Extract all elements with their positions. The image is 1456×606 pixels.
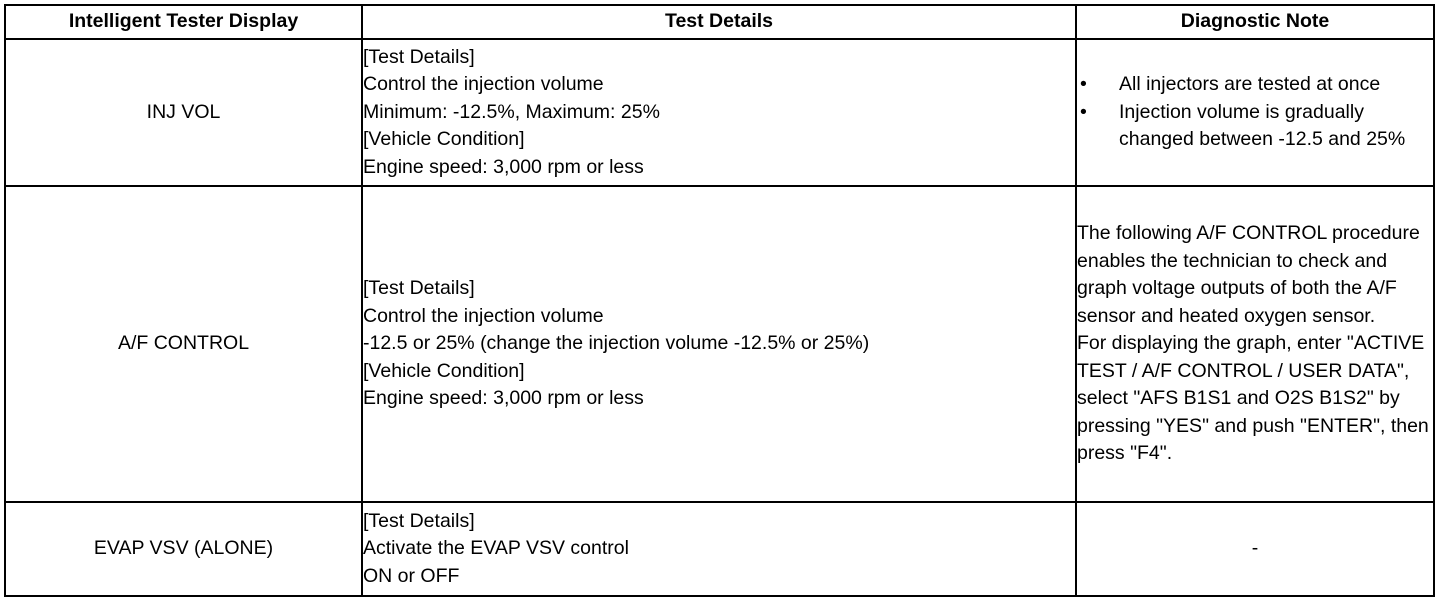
table-row: [5, 186, 1434, 502]
details-line: Minimum: -12.5%, Maximum: 25%: [363, 100, 660, 123]
note-bullet-item: [1077, 99, 1433, 154]
bullet-icon: •: [1080, 100, 1087, 123]
tester-display-cell: INJ VOL: [5, 39, 362, 186]
table-row: [5, 502, 1434, 596]
note-empty-dash: -: [1251, 537, 1259, 560]
details-line: Control the injection volume: [363, 73, 604, 96]
details-line: [Test Details]: [363, 277, 475, 300]
header-diagnostic-note: Diagnostic Note: [1076, 5, 1434, 39]
details-line: [Test Details]: [363, 509, 475, 532]
test-details-cell: [362, 39, 1076, 186]
details-line: Control the injection volume: [363, 304, 604, 327]
active-test-table: [4, 4, 1435, 597]
details-line: [Test Details]: [363, 45, 475, 68]
details-line: Activate the EVAP VSV control: [363, 537, 629, 560]
note-bullet-text: All injectors are tested at once: [1119, 73, 1381, 96]
header-test-details: Test Details: [362, 5, 1076, 39]
bullet-icon: •: [1080, 73, 1087, 96]
tester-display-cell: A/F CONTROL: [5, 186, 362, 502]
test-details-cell: [362, 186, 1076, 502]
details-line: -12.5 or 25% (change the injection volume -12.5% or 25%): [363, 332, 870, 355]
diagnostic-note-cell: [1076, 39, 1434, 186]
tester-display-cell: EVAP VSV (ALONE): [5, 502, 362, 596]
note-bullet-list: [1077, 71, 1433, 154]
note-bullet-item: [1077, 71, 1433, 99]
note-paragraph: For displaying the graph, enter "ACTIVE TEST / A/F CONTROL / USER DATA", select "AFS B1S1 and O2S B1S2" by pressing "YES" and push "ENTER", then press "F4".: [1077, 332, 1429, 465]
details-line: ON or OFF: [363, 564, 460, 587]
test-details-cell: [362, 502, 1076, 596]
diagnostic-note-cell: [1076, 186, 1434, 502]
note-bullet-text: Injection volume is gradually changed between -12.5 and 25%: [1119, 100, 1406, 151]
details-line: Engine speed: 3,000 rpm or less: [363, 155, 644, 178]
details-line: [Vehicle Condition]: [363, 128, 525, 151]
table-row: [5, 39, 1434, 186]
details-line: Engine speed: 3,000 rpm or less: [363, 387, 644, 410]
header-row: [5, 5, 1434, 39]
note-paragraph: The following A/F CONTROL procedure enables the technician to check and graph voltage outputs of both the A/F sensor and heated oxygen sensor.: [1077, 222, 1420, 327]
header-tester-display: Intelligent Tester Display: [5, 5, 362, 39]
diagnostic-note-cell: [1076, 502, 1434, 596]
details-line: [Vehicle Condition]: [363, 359, 525, 382]
